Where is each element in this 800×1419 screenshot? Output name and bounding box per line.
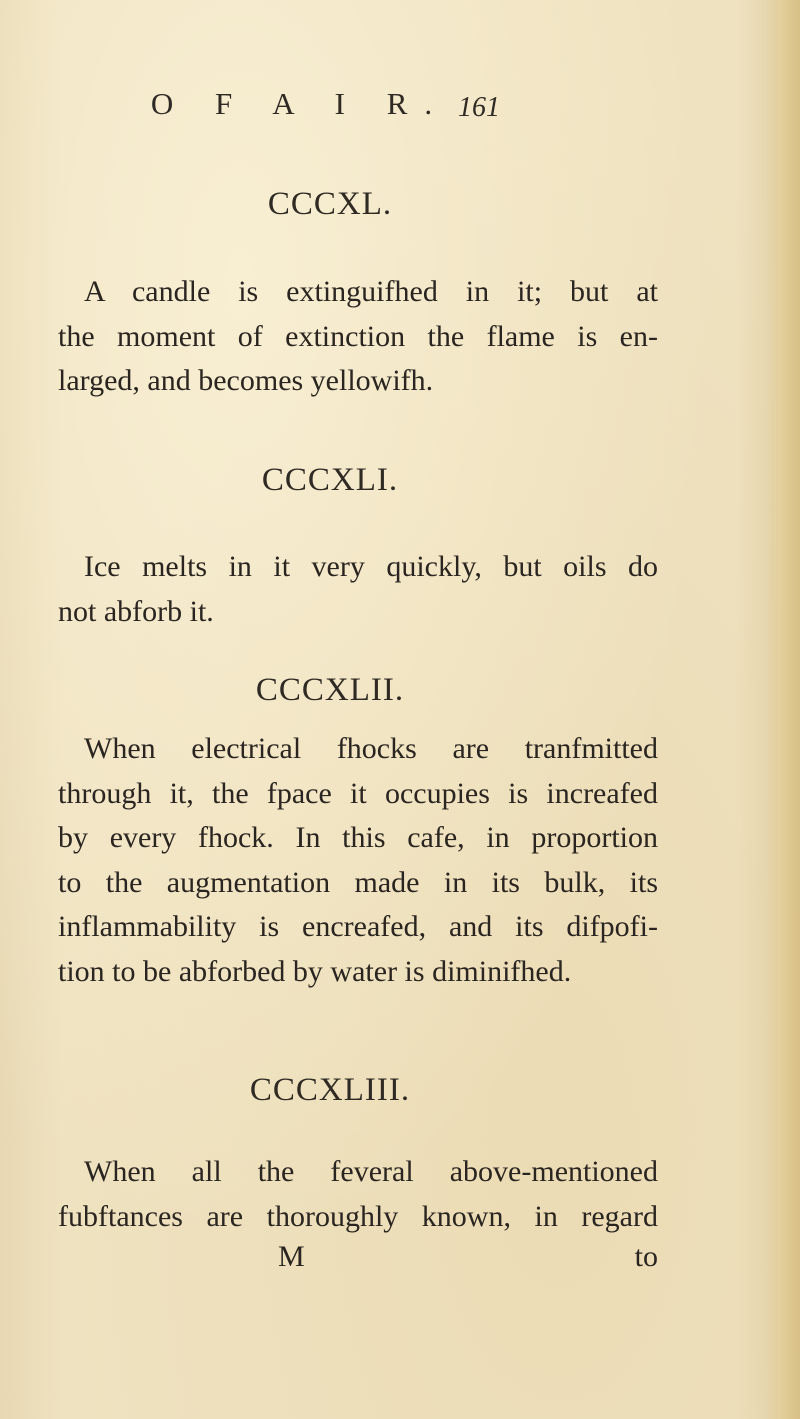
text-line: When electrical fhocks are tranfmitted	[84, 732, 658, 765]
text-line: through it, the fpace it occupies is increafed	[58, 776, 658, 810]
text-line: the moment of extinction the flame is en-	[58, 319, 658, 353]
paragraph-342	[58, 727, 658, 994]
section-heading-340: CCCXL.	[267, 186, 393, 222]
catchword: to	[634, 1240, 658, 1273]
page-edge-shadow	[766, 0, 800, 1419]
section-heading-341: CCCXLI.	[261, 462, 399, 498]
page-footer	[58, 1240, 658, 1280]
running-head: O F A I R.	[150, 86, 450, 121]
paragraph-340	[58, 270, 658, 404]
page-header	[0, 86, 800, 136]
page-number: 161	[458, 92, 500, 123]
text-line: inflammability is encreafed, and its difpofi-	[58, 910, 658, 943]
text-line: to the augmentation made in its bulk, its	[58, 865, 658, 899]
paragraph-341	[58, 545, 658, 634]
text-line: tion to be abforbed by water is diminifhed.	[58, 954, 572, 988]
text-line: not abforb it.	[58, 594, 214, 628]
signature-mark: M	[278, 1240, 305, 1273]
text-line: A candle is extinguifhed in it; but at	[84, 275, 658, 308]
text-line: larged, and becomes yellowifh.	[58, 364, 434, 397]
text-line: Ice melts in it very quickly, but oils do	[84, 550, 658, 583]
text-line: by every fhock. In this cafe, in proportion	[58, 821, 658, 854]
text-line: When all the feveral above-mentioned	[84, 1155, 658, 1188]
text-line: fubftances are thoroughly known, in regard	[58, 1199, 658, 1233]
section-heading-342: CCCXLII.	[255, 672, 405, 708]
section-heading-343: CCCXLIII.	[249, 1072, 411, 1108]
paragraph-343	[58, 1150, 658, 1239]
